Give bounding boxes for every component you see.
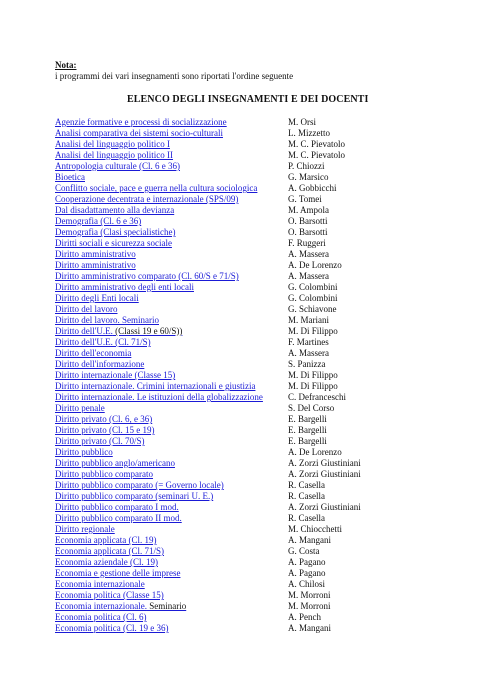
teacher-name: R. Casella (288, 513, 325, 523)
course-link[interactable] (55, 172, 85, 183)
course-link[interactable] (55, 590, 164, 601)
course-link[interactable] (55, 139, 170, 150)
course-link[interactable] (55, 194, 238, 205)
teacher-name: M. Di Filippo (288, 381, 338, 391)
list-item (55, 205, 475, 216)
course-name: Agenzie formative e processi di socializzazione (55, 117, 227, 127)
list-item (55, 304, 475, 315)
course-name: Dal disadattamento alla devianza (55, 205, 175, 215)
teacher-name: A. Zorzi Giustiniani (288, 458, 361, 468)
course-link[interactable] (55, 491, 213, 502)
list-item (55, 370, 475, 381)
course-link[interactable] (55, 524, 115, 535)
course-name: Diritto internazionale (Classe 15) (55, 370, 176, 380)
course-name: Diritto amministrativo comparato (Cl. 60/S e 71/S) (55, 271, 239, 281)
list-item (55, 579, 475, 590)
list-item (55, 194, 475, 205)
course-name: Economia politica (Cl. 6) (55, 612, 147, 622)
teacher-name: M. Orsi (288, 117, 317, 127)
course-name: Diritto privato (Cl. 70/S) (55, 436, 145, 446)
list-item (55, 568, 475, 579)
teacher-name: A. Massera (288, 271, 329, 281)
course-link[interactable] (55, 546, 164, 557)
list-item (55, 260, 475, 271)
teacher-name: A. Pagano (288, 557, 326, 567)
course-name: Diritto pubblico anglo/americano (55, 458, 175, 468)
course-link[interactable] (55, 304, 118, 315)
list-item (55, 557, 475, 568)
course-link[interactable] (55, 359, 144, 370)
list-item (55, 502, 475, 513)
course-name: Diritto internazionale. Crimini internazionali e giustizia (55, 381, 256, 391)
course-link[interactable] (55, 579, 145, 590)
course-link[interactable] (55, 436, 145, 447)
list-item (55, 436, 475, 447)
course-name: Diritto dell'economia (55, 348, 132, 358)
teacher-name: A. Chilosi (288, 579, 326, 589)
list-item (55, 480, 475, 491)
list-item (55, 513, 475, 524)
course-link[interactable] (55, 623, 168, 634)
course-name: Diritto privato (Cl. 15 e 19) (55, 425, 155, 435)
course-name: Demografia (Cl. 6 e 36) (55, 216, 142, 226)
list-item (55, 359, 475, 370)
list-item (55, 216, 475, 227)
course-link[interactable] (55, 128, 223, 139)
teacher-name: G. Colombini (288, 282, 338, 292)
list-item (55, 392, 475, 403)
course-name: Analisi del linguaggio politico I (55, 139, 170, 149)
list-item (55, 612, 475, 623)
teacher-name: O. Barsotti (288, 216, 328, 226)
course-name: Economia e gestione delle imprese (55, 568, 181, 578)
course-name: Economia applicata (Cl. 19) (55, 535, 157, 545)
teacher-name: A. Mangani (288, 535, 331, 545)
course-name: Diritto dell'U.E. (Cl. 71/S) (55, 337, 151, 347)
list-item (55, 249, 475, 260)
teacher-name: E. Bargelli (288, 414, 327, 424)
course-link[interactable] (55, 601, 186, 612)
course-link[interactable] (55, 161, 180, 172)
teacher-name: A. Pench (288, 612, 321, 622)
teacher-name: M. Chiocchetti (288, 524, 342, 534)
course-link[interactable] (55, 513, 182, 524)
course-link[interactable] (55, 469, 153, 480)
teacher-name: E. Bargelli (288, 436, 327, 446)
course-name: Bioetica (55, 172, 85, 182)
course-link[interactable] (55, 183, 257, 194)
teacher-name: E. Bargelli (288, 425, 327, 435)
course-link[interactable] (55, 205, 174, 216)
teacher-name: S. Panizza (288, 359, 326, 369)
teacher-name: F. Martines (288, 337, 329, 347)
teacher-name: L. Mizzetto (288, 128, 330, 138)
course-link[interactable] (55, 568, 180, 579)
teacher-name: A. Pagano (288, 568, 326, 578)
course-name: Diritto pubblico comparato I mod. (55, 502, 179, 512)
list-item (55, 458, 475, 469)
course-name: Diritto amministrativo (55, 260, 136, 270)
list-item (55, 227, 475, 238)
course-name: Diritto regionale (55, 524, 115, 534)
teacher-name: M. Morroni (288, 601, 331, 611)
teacher-name: M. C. Pievatolo (288, 150, 346, 160)
course-link[interactable] (55, 392, 263, 403)
course-name: Diritto privato (Cl. 6, e 36) (55, 414, 153, 424)
list-item (55, 238, 475, 249)
teacher-name: A. Zorzi Giustiniani (288, 502, 361, 512)
page-title: ELENCO DEGLI INSEGNAMENTI E DEI DOCENTI (127, 94, 369, 105)
list-item (55, 524, 475, 535)
teacher-name: G. Tomei (288, 194, 322, 204)
list-item (55, 447, 475, 458)
course-name: Conflitto sociale, pace e guerra nella cultura sociologica (55, 183, 258, 193)
list-item (55, 337, 475, 348)
course-name: Economia applicata (Cl. 71/S) (55, 546, 164, 556)
teacher-name: A. De Lorenzo (288, 447, 342, 457)
course-link[interactable] (55, 458, 175, 469)
course-name: Diritto del lavoro. Seminario (55, 315, 159, 325)
list-item (55, 183, 475, 194)
course-link[interactable] (55, 260, 136, 271)
list-item (55, 161, 475, 172)
course-link[interactable] (55, 480, 224, 491)
list-item (55, 271, 475, 282)
list-item (55, 315, 475, 326)
teacher-name: A. Gobbicchi (288, 183, 337, 193)
course-name: Economia internazionale (55, 579, 145, 589)
teacher-name: M. Morroni (288, 590, 331, 600)
course-name: Analisi comparativa dei sistemi socio-culturali (55, 128, 223, 138)
teacher-name: A. Zorzi Giustiniani (288, 469, 361, 479)
teacher-name: R. Casella (288, 491, 325, 501)
note-label: Nota: (55, 60, 77, 70)
course-name: Diritto amministrativo (55, 249, 136, 259)
course-name: Cooperazione decentrata e internazionale (SPS/09) (55, 194, 239, 204)
teacher-name: A. Massera (288, 249, 329, 259)
course-name: Diritto dell'informazione (55, 359, 145, 369)
course-link[interactable] (55, 249, 136, 260)
course-list (55, 117, 475, 634)
course-link[interactable] (55, 315, 159, 326)
list-item (55, 535, 475, 546)
list-item (55, 172, 475, 183)
course-link[interactable] (55, 425, 154, 436)
teacher-name: G. Colombini (288, 293, 338, 303)
course-link[interactable] (55, 447, 113, 458)
teacher-name: S. Del Corso (288, 403, 335, 413)
list-item (55, 414, 475, 425)
list-item (55, 128, 475, 139)
course-link[interactable] (55, 150, 173, 161)
course-name: Diritto penale (55, 403, 105, 413)
course-name: Diritto pubblico comparato (seminari U. E.) (55, 491, 214, 501)
teacher-name: O. Barsotti (288, 227, 328, 237)
course-link[interactable] (55, 557, 158, 568)
course-name: Demografia (Clasi specialistiche) (55, 227, 176, 237)
course-name: Economia aziendale (Cl. 19) (55, 557, 158, 567)
teacher-name: M. Di Filippo (288, 370, 338, 380)
course-name: Diritto degli Enti locali (55, 293, 139, 303)
course-link[interactable] (55, 612, 146, 623)
course-name: Diritto dell'U.E. (55, 326, 113, 336)
list-item (55, 491, 475, 502)
teacher-name: A. De Lorenzo (288, 260, 342, 270)
course-link[interactable] (55, 117, 227, 128)
teacher-name: F. Ruggeri (288, 238, 326, 248)
course-link[interactable] (55, 216, 141, 227)
list-item (55, 381, 475, 392)
course-link[interactable] (55, 337, 151, 348)
teacher-name: M. C. Pievatolo (288, 139, 346, 149)
intro-text: i programmi dei vari insegnamenti sono riportati l'ordine seguente (55, 71, 294, 81)
course-link[interactable] (55, 282, 194, 293)
course-link[interactable] (55, 414, 152, 425)
teacher-name: G. Schiavone (288, 304, 337, 314)
course-name: Economia internazionale. (55, 601, 147, 611)
list-item (55, 282, 475, 293)
course-name-suffix: (Classi 19 e 60/S)) (112, 326, 183, 336)
course-link[interactable] (55, 271, 239, 282)
list-item (55, 326, 475, 337)
course-link[interactable] (55, 370, 175, 381)
course-link[interactable] (55, 348, 131, 359)
list-item (55, 348, 475, 359)
list-item (55, 469, 475, 480)
list-item (55, 139, 475, 150)
course-name: Diritto pubblico (55, 447, 113, 457)
teacher-name: A. Massera (288, 348, 329, 358)
list-item (55, 623, 475, 634)
list-item (55, 601, 475, 612)
list-item (55, 546, 475, 557)
course-name-suffix: Seminario (146, 601, 187, 611)
teacher-name: G. Costa (288, 546, 320, 556)
teacher-name: G. Marsico (288, 172, 329, 182)
teacher-name: R. Casella (288, 480, 325, 490)
course-name: Diritto del lavoro (55, 304, 118, 314)
course-link[interactable] (55, 293, 139, 304)
course-name: Economia politica (Classe 15) (55, 590, 164, 600)
course-name: Diritto internazionale. Le istituzioni della globalizzazione (55, 392, 263, 402)
teacher-name: P. Chiozzi (288, 161, 325, 171)
teacher-name: M. Ampola (288, 205, 330, 215)
course-link[interactable] (55, 403, 105, 414)
list-item (55, 590, 475, 601)
course-link[interactable] (55, 381, 255, 392)
course-name: Diritto pubblico comparato (55, 469, 153, 479)
list-item (55, 293, 475, 304)
course-link[interactable] (55, 502, 179, 513)
course-link[interactable] (55, 227, 175, 238)
course-name: Diritti sociali e sicurezza sociale (55, 238, 172, 248)
course-name: Diritto pubblico comparato II mod. (55, 513, 182, 523)
list-item (55, 150, 475, 161)
list-item (55, 117, 475, 128)
course-link[interactable] (55, 238, 172, 249)
course-name: Economia politica (Cl. 19 e 36) (55, 623, 169, 633)
list-item (55, 403, 475, 414)
course-name: Diritto pubblico comparato (= Governo locale) (55, 480, 224, 490)
course-link[interactable] (55, 326, 182, 337)
list-item (55, 425, 475, 436)
course-name: Diritto amministrativo degli enti locali (55, 282, 194, 292)
course-name: Antropologia culturale (Cl. 6 e 36) (55, 161, 180, 171)
teacher-name: A. Mangani (288, 623, 331, 633)
course-link[interactable] (55, 535, 156, 546)
teacher-name: C. Defranceschi (288, 392, 346, 402)
teacher-name: M. Di Filippo (288, 326, 338, 336)
course-name: Analisi del linguaggio politico II (55, 150, 173, 160)
teacher-name: M. Mariani (288, 315, 329, 325)
